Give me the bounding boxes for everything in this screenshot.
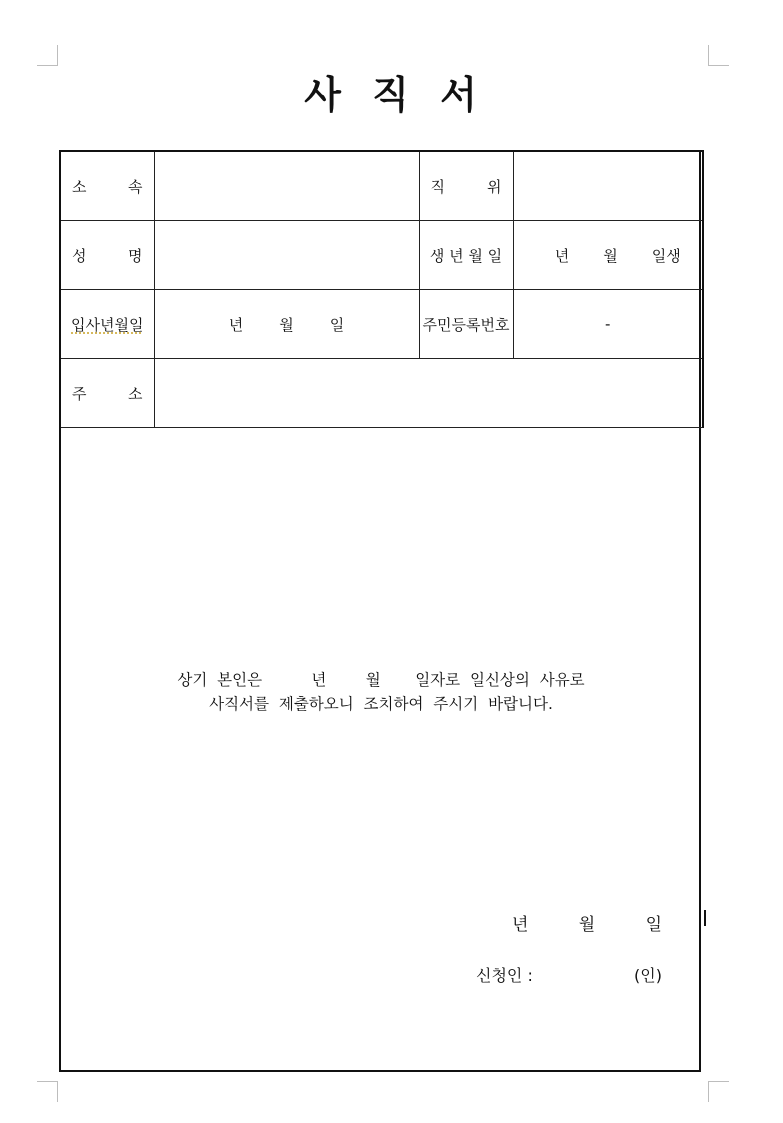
crop-mark-bottom-right: [708, 1081, 729, 1102]
department-field[interactable]: [154, 151, 419, 221]
crop-mark-top-left: [37, 45, 58, 66]
address-field[interactable]: [154, 359, 703, 428]
table-row: [60, 290, 703, 359]
position-label: 직 위: [419, 151, 513, 221]
resident-id-label: 주민등록번호: [419, 290, 513, 359]
resident-id-field[interactable]: -: [513, 290, 703, 359]
text-cursor: [704, 910, 706, 926]
table-row: [60, 359, 703, 428]
resignation-statement: [60, 668, 702, 716]
birth-field[interactable]: 년 월 일생: [513, 221, 703, 290]
table-row: [60, 151, 703, 221]
page-title: 사 직 서: [304, 73, 479, 117]
name-field[interactable]: [154, 221, 419, 290]
table-row: [60, 221, 703, 290]
join-date-label: 입사년월일: [60, 290, 154, 359]
seal-label: (인): [634, 966, 662, 985]
address-label: 주 소: [60, 359, 154, 428]
statement-line-1: 상기 본인은 년 월 일자로 일신상의 사유로: [177, 671, 585, 689]
position-field[interactable]: [513, 151, 703, 221]
crop-mark-top-right: [708, 45, 729, 66]
statement-line-2: 사직서를 제출하오니 조치하여 주시기 바랍니다.: [209, 695, 553, 713]
info-table: [59, 150, 704, 428]
join-date-field[interactable]: 년 월 일: [154, 290, 419, 359]
crop-mark-bottom-left: [37, 1081, 58, 1102]
birth-label: 생 년 월 일: [419, 221, 513, 290]
name-label: 성 명: [60, 221, 154, 290]
department-label: 소 속: [60, 151, 154, 221]
applicant-label: 신청인 :: [476, 966, 533, 985]
applicant-signature[interactable]: [476, 963, 662, 986]
signature-date[interactable]: 년 월 일: [512, 915, 662, 935]
